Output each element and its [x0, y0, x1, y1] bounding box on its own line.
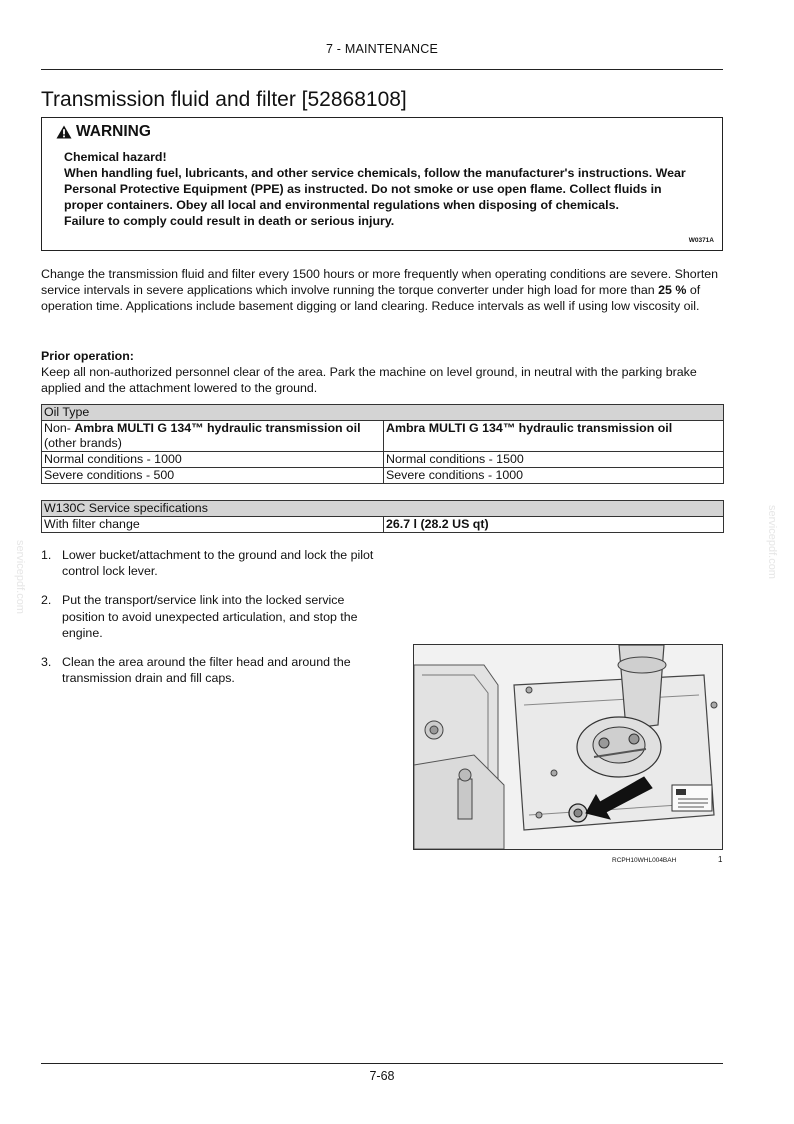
- oil-col-ambra: Ambra MULTI G 134™ hydraulic transmission oil: [384, 421, 724, 452]
- spec-label: With filter change: [42, 517, 384, 533]
- list-item: [41, 592, 386, 641]
- oil-col1-prefix: Non-: [44, 421, 75, 435]
- oil-col-other-brands: [42, 421, 384, 452]
- intro-text-1: Change the transmission fluid and filter every 1500 hours or more frequently when operating conditions are severe. Shorten service intervals in severe applications which involve running the torque converter under high load for more than: [41, 267, 719, 298]
- warning-text: [64, 149, 704, 229]
- intro-text-2: of operation time. Applications include basement digging or land clearing. Reduce intervals as well if using low viscosity oil.: [41, 283, 701, 314]
- step-number: 2.: [41, 593, 52, 608]
- table-row: [42, 468, 724, 484]
- warning-triangle-icon: [56, 125, 72, 139]
- figure-number: 1: [718, 855, 723, 864]
- oil-col1-suffix: (other brands): [44, 436, 122, 450]
- table-row: [42, 452, 724, 468]
- intro-bold-percent: 25 %: [658, 283, 687, 298]
- warning-heading: [56, 123, 151, 141]
- oil-type-header: Oil Type: [42, 405, 724, 421]
- footer-rule: [41, 1063, 723, 1064]
- watermark-right: servicepdf.com: [766, 505, 778, 579]
- spec-value: 26.7 l (28.2 US qt): [384, 517, 724, 533]
- step-number: 3.: [41, 655, 52, 670]
- list-item: [41, 547, 386, 579]
- step-text: Lower bucket/attachment to the ground and lock the pilot control lock lever.: [62, 548, 374, 579]
- figure-caption: RCPH10WHL004BAH: [612, 857, 677, 864]
- table-cell: Severe conditions - 1000: [384, 468, 724, 484]
- section-header: 7 - MAINTENANCE: [325, 42, 439, 56]
- table-cell: Normal conditions - 1500: [384, 452, 724, 468]
- page-title: Transmission fluid and filter [52868108]: [41, 88, 407, 111]
- oil-col1-bold: Ambra MULTI G 134™ hydraulic transmission oil: [74, 421, 361, 435]
- oil-type-table: [41, 404, 724, 484]
- step-text: Clean the area around the filter head and around the transmission drain and fill caps.: [62, 655, 351, 686]
- prior-operation-section: [41, 348, 725, 397]
- warning-box: [41, 117, 723, 251]
- transmission-illustration: [414, 645, 722, 849]
- warning-line-hazard: Chemical hazard!: [64, 150, 167, 164]
- warning-code: W0371A: [688, 237, 714, 244]
- warning-line-instructions: When handling fuel, lubricants, and other service chemicals, follow the manufacturer's instructions. Wear Personal Protective Equipment (PPE) as instructed. Do not smoke or use open flame. Collect fluids in proper containers. Obey all local and environmental regulations when disposing of chemicals.: [64, 166, 686, 212]
- service-spec-header: W130C Service specifications: [42, 501, 724, 517]
- warning-label: WARNING: [76, 123, 151, 140]
- step-text: Put the transport/service link into the locked service position to avoid unexpected articulation, and stop the engine.: [62, 593, 358, 640]
- list-item: [41, 654, 386, 686]
- page-number: 7-68: [369, 1069, 395, 1083]
- watermark-left: servicepdf.com: [14, 540, 26, 614]
- intro-paragraph: [41, 266, 725, 315]
- transmission-photo: [413, 644, 723, 850]
- table-row: [42, 517, 724, 533]
- header-rule: [41, 69, 723, 70]
- prior-operation-heading: Prior operation:: [41, 349, 134, 363]
- table-cell: Severe conditions - 500: [42, 468, 384, 484]
- table-cell: Normal conditions - 1000: [42, 452, 384, 468]
- service-spec-table: [41, 500, 724, 533]
- procedure-steps: [41, 547, 386, 699]
- step-number: 1.: [41, 548, 52, 562]
- warning-line-consequence: Failure to comply could result in death or serious injury.: [64, 214, 395, 228]
- prior-operation-text: Keep all non-authorized personnel clear of the area. Park the machine on level ground, in neutral with the parking brake applied and the attachment lowered to the ground.: [41, 365, 697, 396]
